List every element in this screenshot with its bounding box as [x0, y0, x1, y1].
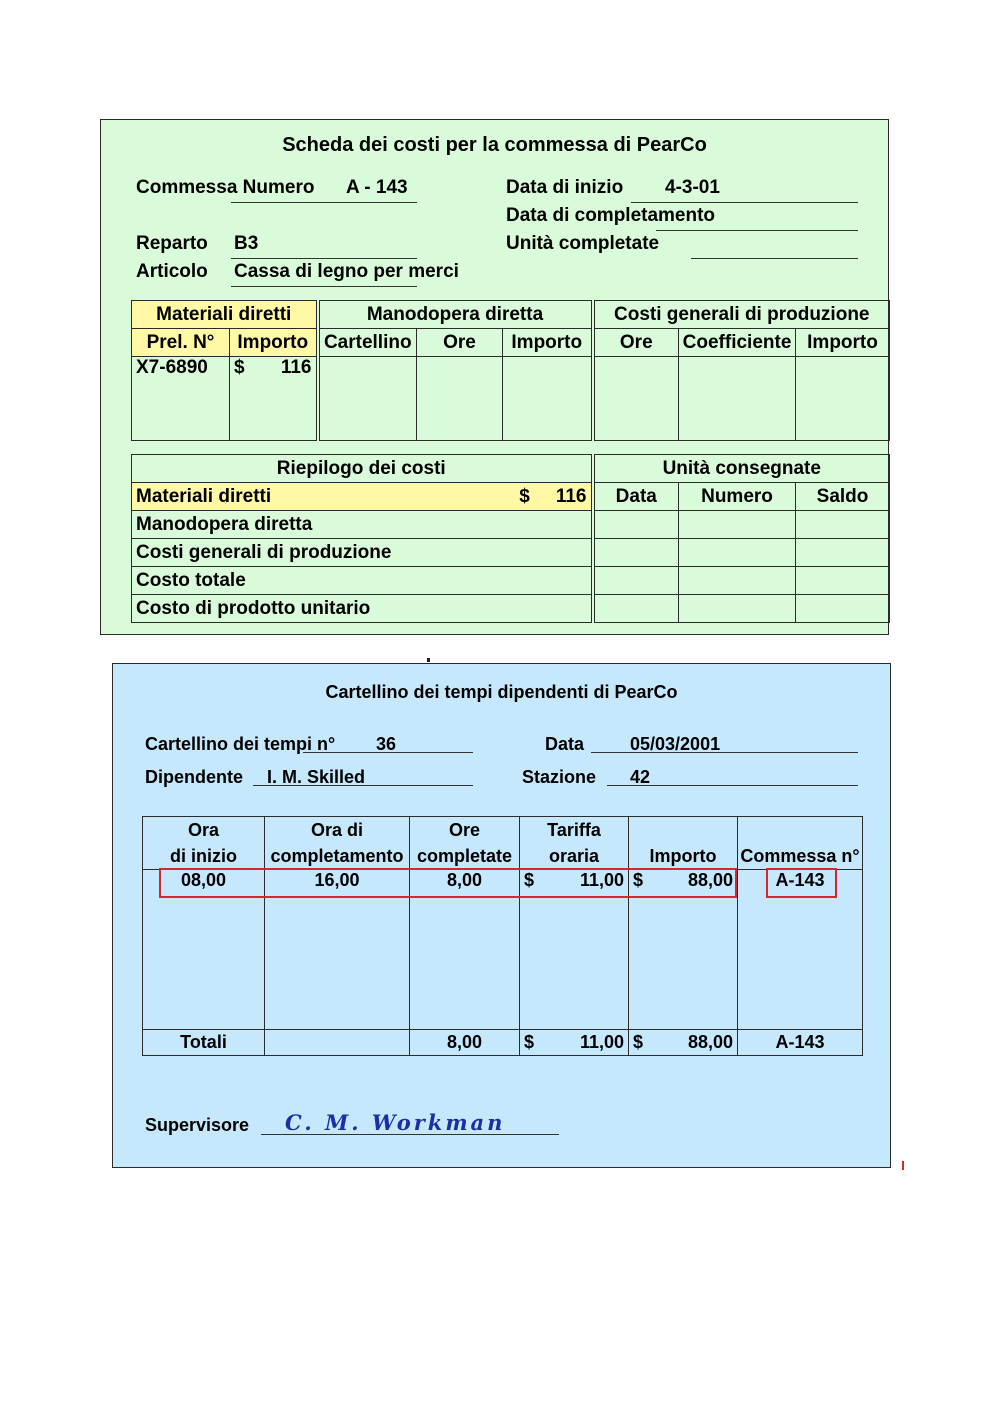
col-start-line2: di inizio [170, 846, 237, 866]
department-line [231, 258, 417, 259]
highlight-row-box [159, 868, 737, 898]
materials-amount: 116 [280, 357, 312, 378]
job-sheet-title: Scheda dei costi per la commessa di PearCo [282, 134, 707, 156]
totals-amount: 88,00 [687, 1032, 733, 1052]
summary-label: Costi generali di produzione [136, 541, 392, 563]
units-shipped-title: Unità consegnate [593, 455, 890, 483]
oh-hours-cell [593, 357, 679, 441]
row-start: 08,00 [143, 870, 265, 1030]
labor-hours-cell [417, 357, 503, 441]
col-ship-balance: Saldo [796, 483, 890, 511]
ship-cell [796, 595, 890, 623]
cost-summary-table [131, 454, 890, 623]
col-ship-number: Numero [679, 483, 796, 511]
ship-cell [593, 595, 679, 623]
oh-amount-cell [796, 357, 890, 441]
totals-job: A-143 [738, 1030, 863, 1056]
materials-currency: $ [234, 357, 245, 378]
col-rate-line1: Tariffa [547, 820, 601, 840]
oh-rate-cell [679, 357, 796, 441]
col-rate-line2: oraria [548, 846, 600, 866]
col-start-line1: Ora [187, 820, 220, 840]
start-date-label: Data di inizio [506, 177, 624, 198]
summary-row [132, 595, 593, 623]
summary-row [132, 539, 593, 567]
totals-rate-cell [520, 1030, 629, 1056]
item-line [231, 286, 417, 287]
date-line [591, 752, 858, 753]
item-label: Articolo [136, 261, 208, 282]
stray-mark [427, 658, 430, 662]
job-cost-sheet [100, 119, 889, 635]
col-materials-amount: Importo [230, 329, 318, 357]
job-number-line [231, 202, 417, 203]
col-hours-line1: Ore [448, 820, 481, 840]
totals-rate-currency: $ [524, 1032, 535, 1052]
labor-amount-cell [503, 357, 593, 441]
row-job: A-143 [738, 870, 863, 1030]
row-end: 16,00 [265, 870, 410, 1030]
materials-req-no: X7-6890 [132, 357, 230, 441]
col-hours-line2: completate [416, 846, 513, 866]
col-oh-amount: Importo [796, 329, 890, 357]
units-completed-line [691, 258, 858, 259]
summary-label: Costo di prodotto unitario [136, 597, 371, 619]
employee-label: Dipendente [145, 767, 244, 787]
col-labor-hours: Ore [417, 329, 503, 357]
summary-label: Manodopera diretta [136, 513, 313, 535]
col-req-no: Prel. N° [132, 329, 230, 357]
col-amount-label: Importo [649, 846, 717, 866]
totals-label: Totali [143, 1030, 265, 1056]
time-ticket-title: Cartellino dei tempi dipendenti di PearCo [325, 682, 678, 702]
col-end-line1: Ora di [310, 820, 363, 840]
time-ticket [112, 663, 891, 1168]
totals-end-cell [265, 1030, 410, 1056]
ticket-no-value: 36 [376, 734, 397, 754]
ship-cell [796, 539, 890, 567]
row-amount-currency: $ [633, 870, 644, 890]
ship-cell [593, 511, 679, 539]
row-hours: 8,00 [410, 870, 520, 1030]
start-date-line [631, 202, 858, 203]
summary-row [132, 567, 593, 595]
ship-cell [593, 567, 679, 595]
direct-labor-header: Manodopera diretta [318, 301, 593, 329]
summary-row [132, 483, 593, 511]
hours-table [142, 816, 863, 1056]
station-value: 42 [630, 767, 651, 787]
date-label: Data [545, 734, 585, 754]
ship-cell [679, 567, 796, 595]
cost-detail-table [131, 300, 890, 441]
col-job-label: Commessa n° [740, 846, 860, 866]
completion-date-label: Data di completamento [506, 205, 716, 226]
department-value: B3 [234, 233, 259, 254]
overhead-header: Costi generali di produzione [593, 301, 890, 329]
ship-cell [593, 539, 679, 567]
col-oh-hours: Ore [593, 329, 679, 357]
ship-cell [796, 511, 890, 539]
row-rate-currency: $ [524, 870, 535, 890]
col-hours [410, 817, 520, 870]
job-number-value: A - 143 [346, 177, 408, 198]
summary-label: Costo totale [136, 569, 246, 591]
units-completed-label: Unità completate [506, 233, 660, 254]
ticket-no-line [303, 752, 473, 753]
highlight-job-box [766, 868, 837, 898]
col-end [265, 817, 410, 870]
totals-hours: 8,00 [410, 1030, 520, 1056]
start-date-value: 4-3-01 [665, 177, 720, 198]
labor-ticket-cell [318, 357, 417, 441]
totals-rate: 11,00 [579, 1032, 624, 1052]
col-labor-amount: Importo [503, 329, 593, 357]
stray-mark [902, 1161, 904, 1170]
date-value: 05/03/2001 [630, 734, 721, 754]
ship-cell [679, 539, 796, 567]
employee-value: I. M. Skilled [267, 767, 366, 787]
col-oh-rate: Coefficiente [679, 329, 796, 357]
summary-label: Materiali diretti [136, 485, 272, 507]
summary-amount: 116 [555, 485, 587, 507]
summary-title: Riepilogo dei costi [132, 455, 593, 483]
ship-cell [679, 595, 796, 623]
summary-row [132, 511, 593, 539]
totals-amount-currency: $ [633, 1032, 644, 1052]
job-number-label: Commessa Numero [136, 177, 315, 198]
ship-cell [679, 511, 796, 539]
ship-cell [796, 567, 890, 595]
col-job [738, 817, 863, 870]
col-ticket: Cartellino [318, 329, 417, 357]
row-rate: 11,00 [579, 870, 624, 890]
row-amount: 88,00 [687, 870, 733, 890]
summary-currency: $ [519, 485, 530, 507]
materials-amount-cell [230, 357, 318, 441]
employee-line [253, 785, 473, 786]
item-value: Cassa di legno per merci [234, 261, 459, 282]
station-label: Stazione [522, 767, 597, 787]
direct-materials-header: Materiali diretti [132, 301, 318, 329]
col-rate [520, 817, 629, 870]
col-amount [629, 817, 738, 870]
col-ship-date: Data [593, 483, 679, 511]
supervisor-label: Supervisore [145, 1115, 250, 1135]
col-start [143, 817, 265, 870]
station-line [607, 785, 858, 786]
department-label: Reparto [136, 233, 208, 254]
supervisor-signature: C. M. Workman [285, 1110, 506, 1135]
col-end-line2: completamento [270, 846, 404, 866]
totals-amount-cell [629, 1030, 738, 1056]
completion-date-line [656, 230, 858, 231]
ticket-no-label: Cartellino dei tempi n° [145, 734, 336, 754]
